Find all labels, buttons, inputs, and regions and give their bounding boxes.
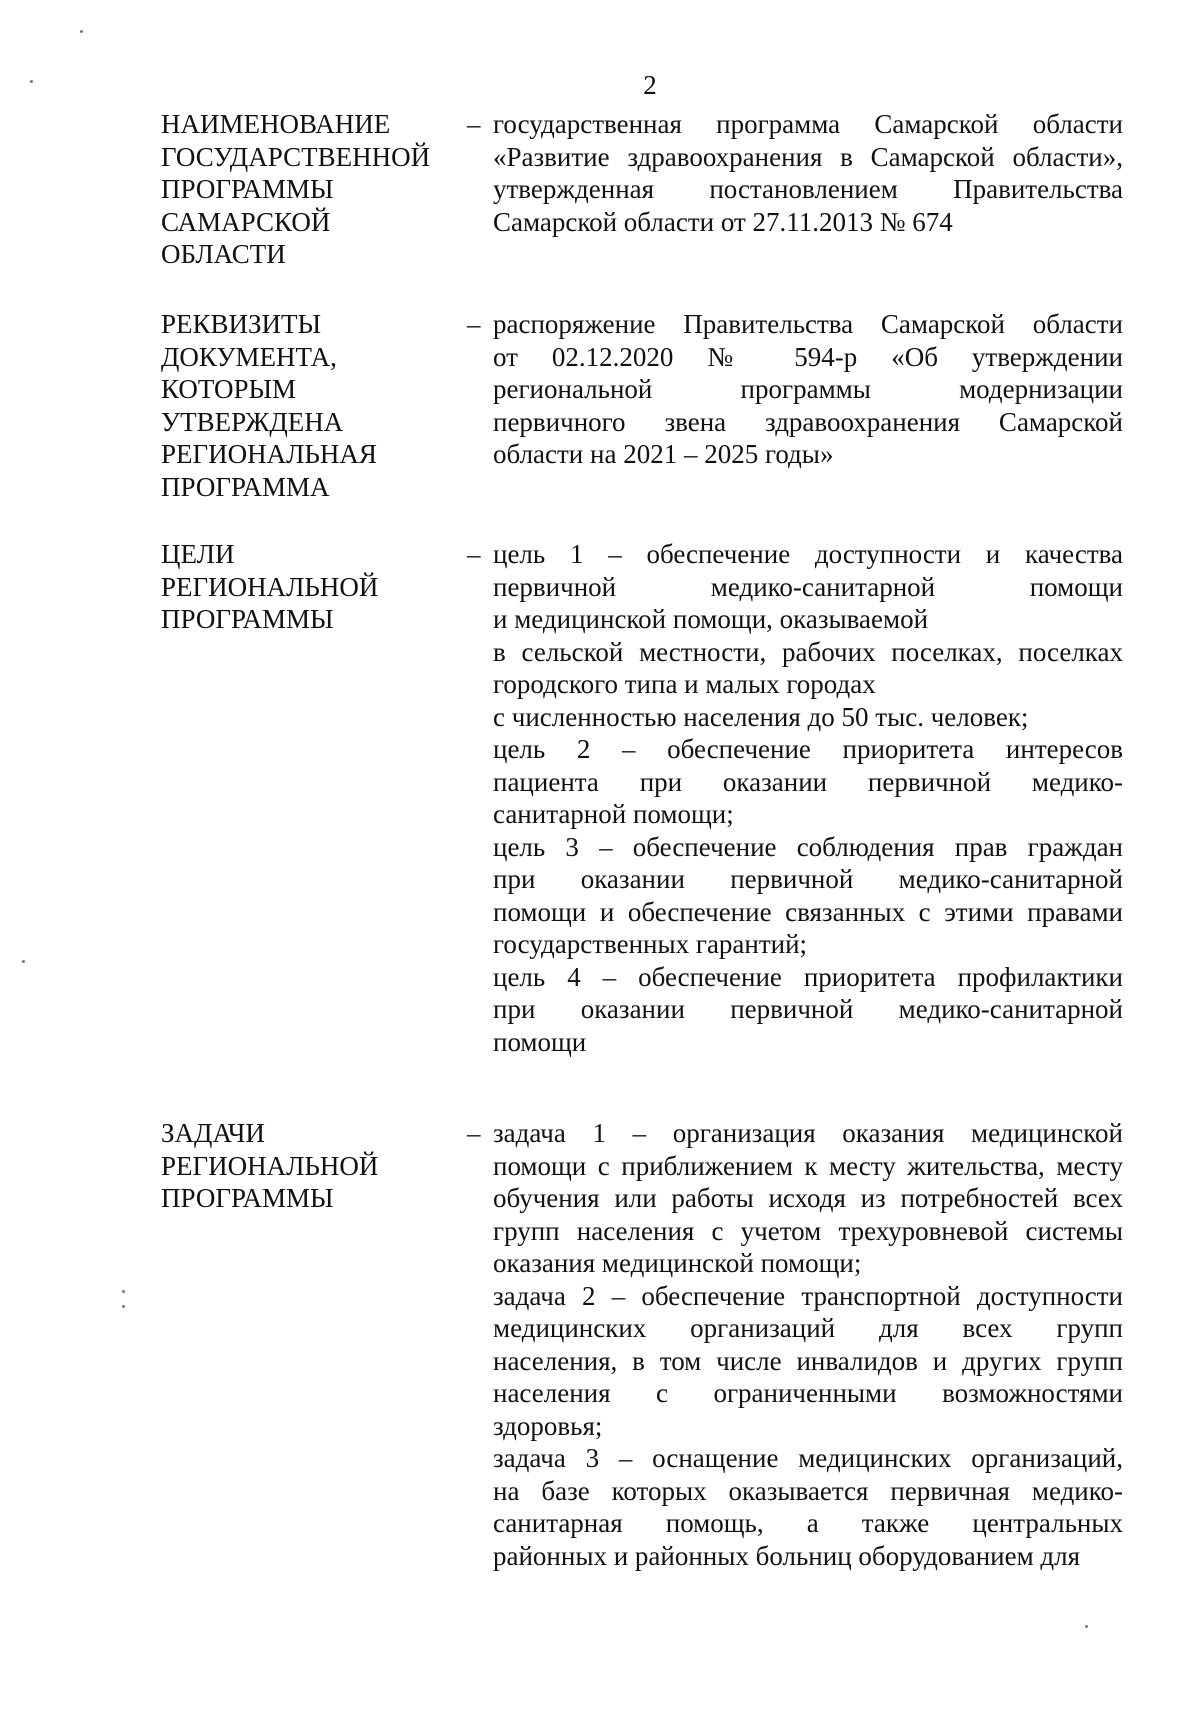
content-line: цель 2 – обеспечение приоритета интересов [493,734,1123,764]
content-line: задача 2 – обеспечение транспортной доступности [493,1280,1123,1311]
content-line: пациента при оказании первичной медико- [493,766,1123,797]
label-line: ЦЕЛИ [161,539,235,569]
scan-speck [30,80,33,83]
content-line: государственных гарантий; [493,929,808,959]
label-line: ПРОГРАММА [161,471,330,502]
label-line: ДОКУМЕНТА, [161,341,337,372]
content-line: первичного звена здравоохранения Самарской [493,406,1123,437]
dash-separator: – [467,309,481,339]
content-line: цель 4 – обеспечение приоритета профилактики [493,961,1123,992]
label-line: УТВЕРЖДЕНА [161,406,344,437]
content-line: от 02.12.2020 № 594-р «Об утверждении [493,341,1123,372]
label-line: РЕГИОНАЛЬНОЙ [161,571,379,602]
label-line: КОТОРЫМ [161,374,297,404]
content-line: утвержденная постановлением Правительства [493,174,1123,204]
content-line: населения с ограниченными возможностями [493,1378,1123,1408]
content-line: городского типа и малых городах [493,669,876,699]
section-label [161,1117,461,1215]
content-line: «Развитие здравоохранения в Самарской области», [493,141,1123,172]
content-line: региональной программы модернизации [493,374,1123,404]
content-line: санитарная помощь, а также центральных [493,1508,1123,1538]
content-line: при оказании первичной медико-санитарной [493,864,1123,894]
content-line: государственная программа Самарской области [493,109,1123,139]
content-line: и медицинской помощи, оказываемой [493,604,929,634]
label-line: ПРОГРАММЫ [161,1183,334,1213]
section-label [161,308,461,503]
scan-speck [80,30,83,33]
content-line: помощи и обеспечение связанных с этими правами [493,896,1123,927]
dash-separator: – [467,1118,481,1148]
content-line: области на 2021 – 2025 годы» [493,439,834,469]
content-line: медицинских организаций для всех групп [493,1313,1123,1343]
section-content [493,308,1123,471]
section-content [493,1117,1123,1572]
label-line: САМАРСКОЙ [161,206,331,237]
content-line: при оказании первичной медико-санитарной [493,994,1123,1024]
content-line: групп населения с учетом трехуровневой системы [493,1215,1123,1246]
label-line: РЕГИОНАЛЬНОЙ [161,1150,379,1181]
content-line: Самарской области от 27.11.2013 № 674 [493,206,953,237]
content-line: оказания медицинской помощи; [493,1248,862,1278]
label-line: ЗАДАЧИ [161,1118,265,1148]
dash-separator: – [467,109,481,139]
scan-speck [122,1290,125,1293]
content-line: обучения или работы исходя из потребностей всех [493,1183,1123,1213]
label-line: ПРОГРАММЫ [161,604,334,634]
content-line: первичной медико-санитарной помощи [493,571,1123,602]
content-line: распоряжение Правительства Самарской области [493,309,1123,339]
section-label [161,108,461,271]
label-line: ОБЛАСТИ [161,239,286,269]
section-content [493,538,1123,1058]
content-line: санитарной помощи; [493,799,734,829]
content-line: населения, в том числе инвалидов и других групп [493,1345,1123,1376]
label-line: ПРОГРАММЫ [161,174,334,204]
content-line: помощи [493,1026,587,1057]
label-line: РЕГИОНАЛЬНАЯ [161,439,377,469]
content-line: здоровья; [493,1410,603,1441]
content-line: в сельской местности, рабочих поселках, поселках [493,636,1123,667]
content-line: с численностью населения до 50 тыс. человек; [493,701,1029,732]
dash-separator: – [467,539,481,569]
scan-speck [122,1305,125,1308]
content-line: задача 3 – оснащение медицинских организаций, [493,1443,1123,1473]
content-line: на базе которых оказывается первичная медико- [493,1475,1123,1506]
scan-speck [22,960,25,963]
content-line: помощи с приближением к месту жительства, месту [493,1150,1123,1181]
section-label [161,538,461,636]
section-content [493,108,1123,238]
page-number: 2 [643,70,657,100]
content-line: цель 1 – обеспечение доступности и качества [493,539,1123,569]
label-line: ГОСУДАРСТВЕННОЙ [161,141,431,172]
content-line: районных и районных больниц оборудованием для [493,1540,1081,1571]
label-line: РЕКВИЗИТЫ [161,309,322,339]
scan-speck [1085,1625,1088,1628]
content-line: задача 1 – организация оказания медицинской [493,1118,1123,1148]
label-line: НАИМЕНОВАНИЕ [161,109,391,139]
content-line: цель 3 – обеспечение соблюдения прав граждан [493,831,1123,862]
